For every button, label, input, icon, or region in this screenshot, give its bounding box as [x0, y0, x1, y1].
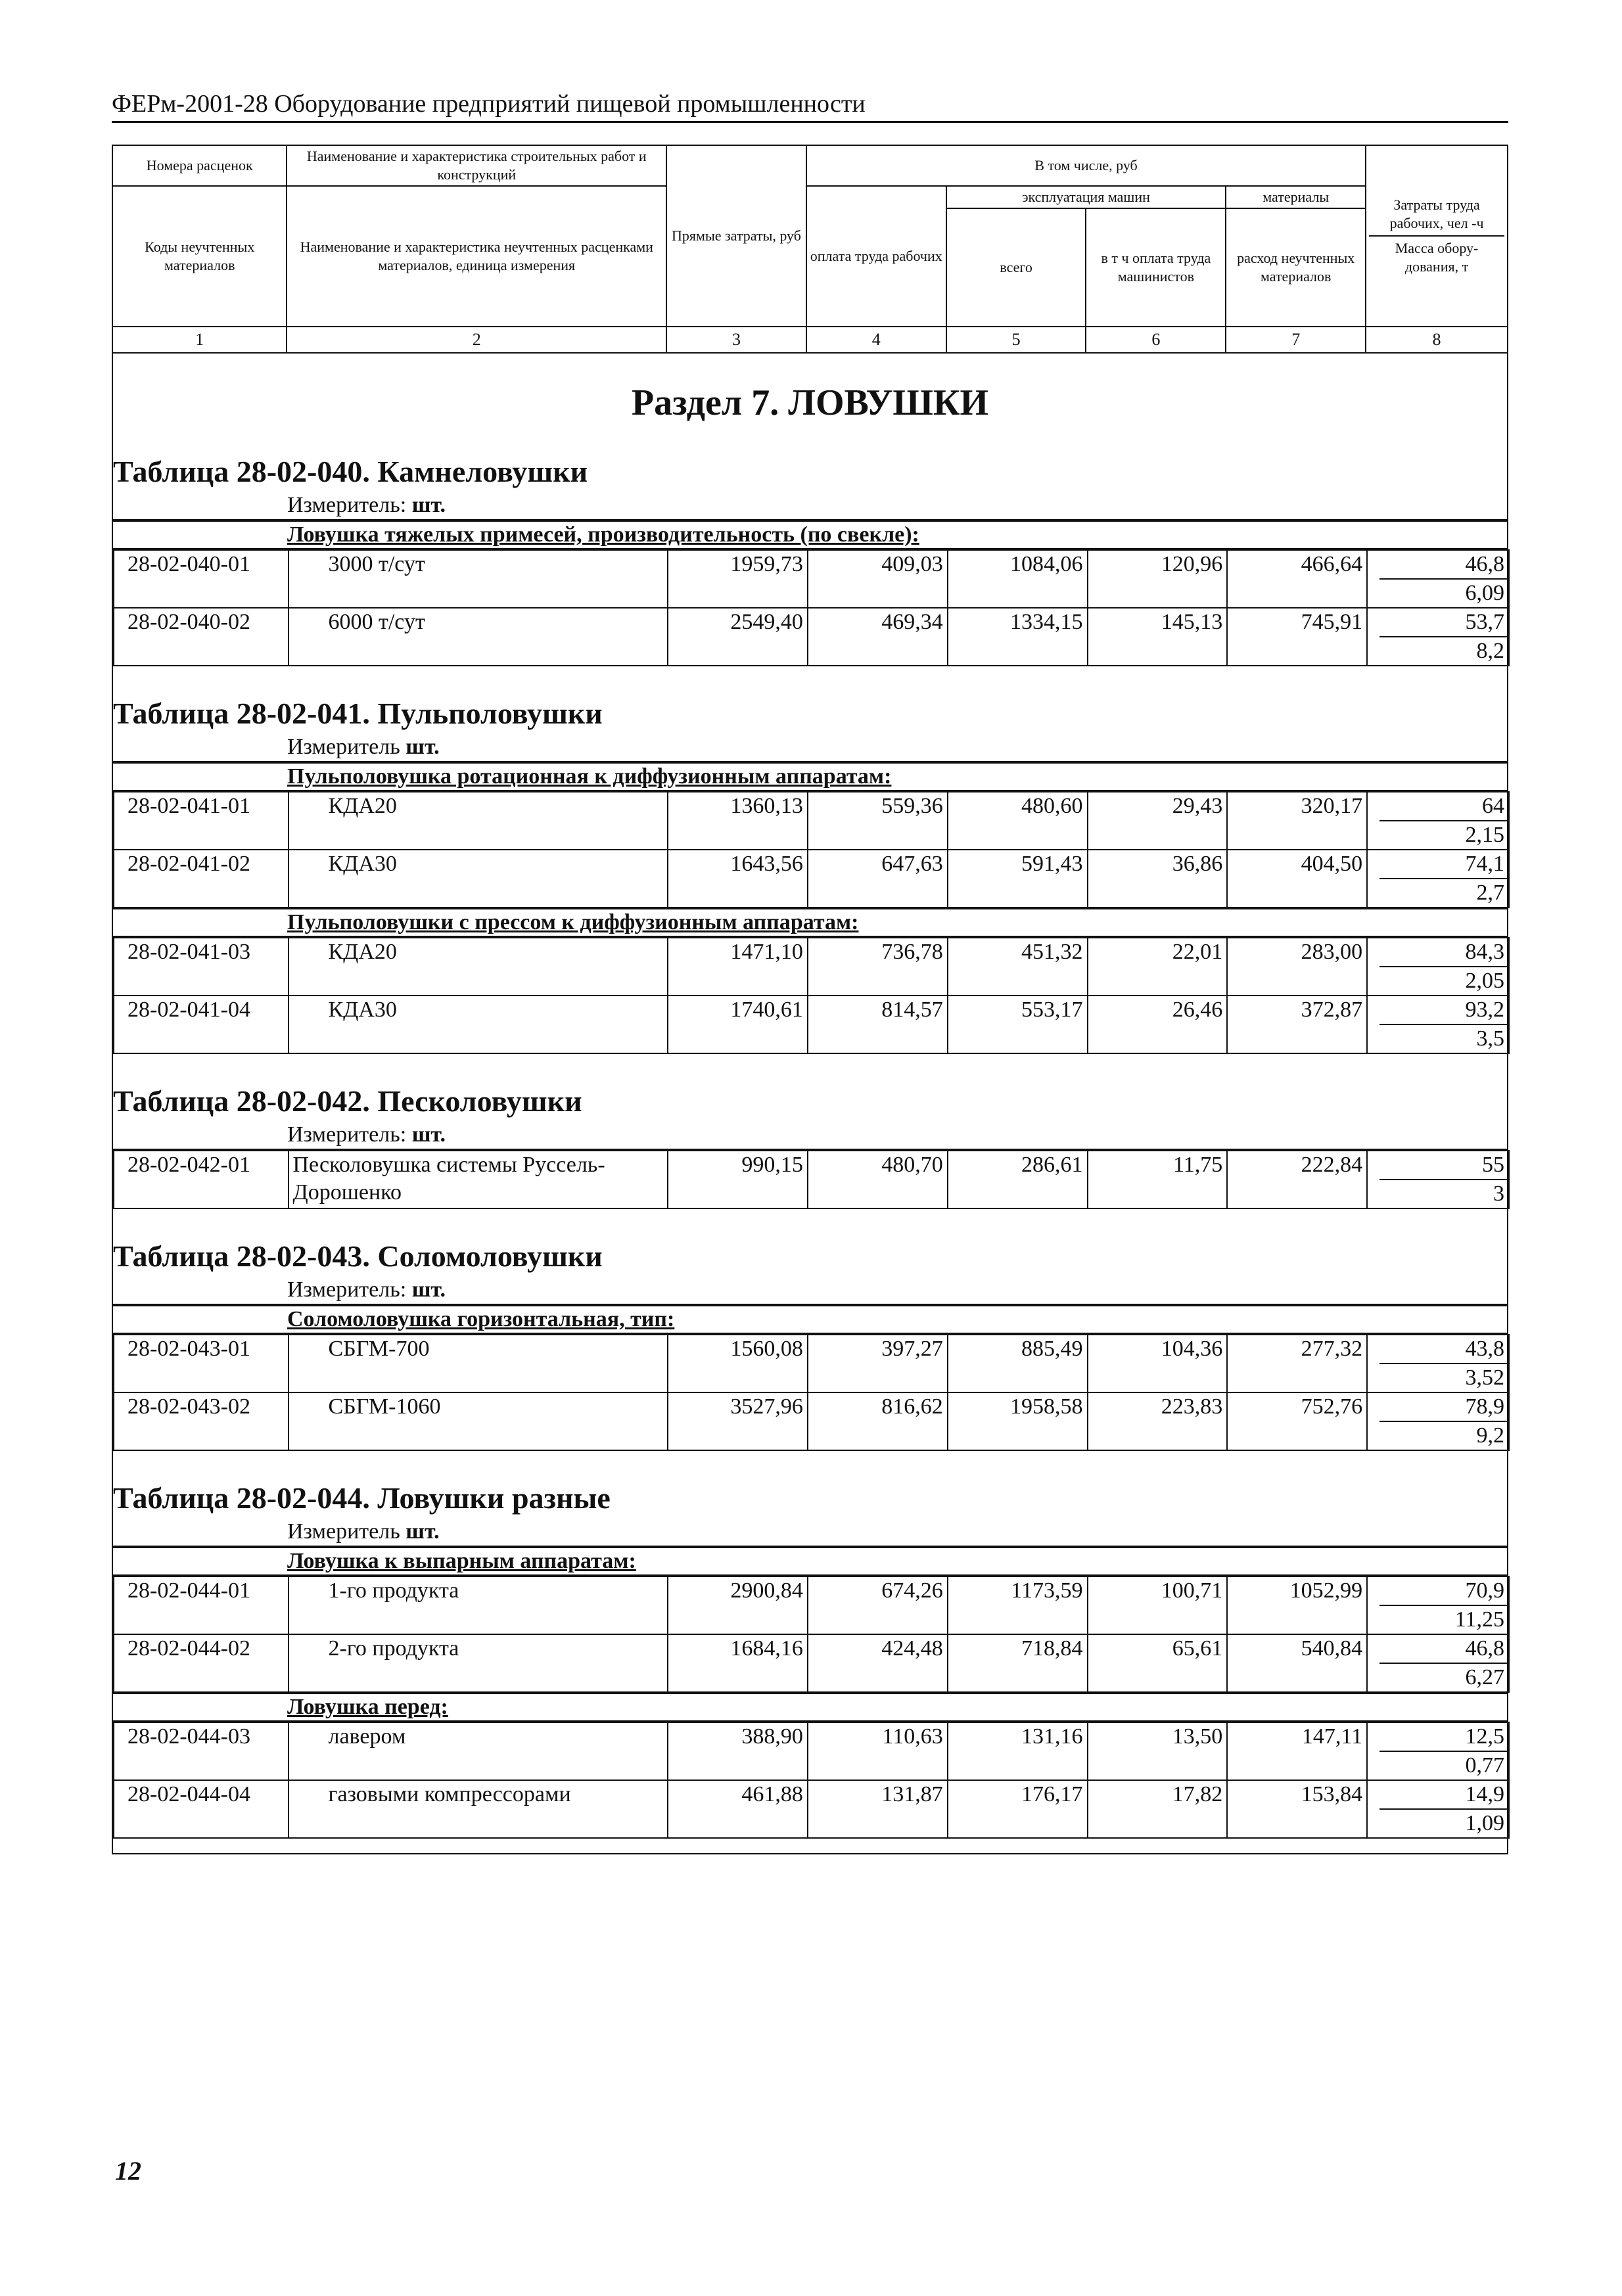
equipment-mass: 0,77	[1465, 1753, 1504, 1778]
header-num: 4	[806, 327, 946, 353]
header-col4: оплата труда рабочих	[806, 186, 946, 327]
table-gap	[113, 1054, 1507, 1068]
machine-cost: 718,84	[948, 1634, 1088, 1692]
direct-cost: 1684,16	[668, 1634, 808, 1692]
price-rows	[113, 1150, 1510, 1209]
material-cost: 153,84	[1227, 1780, 1367, 1838]
labor-hours: 14,9	[1379, 1781, 1508, 1810]
section-box	[112, 354, 1508, 1854]
table-title: Таблица 28-02-042. Песколовушки	[113, 1084, 582, 1118]
equipment-mass: 9,2	[1476, 1423, 1504, 1448]
table-row	[114, 850, 1509, 907]
table-row	[114, 996, 1509, 1053]
header-col3: Прямые затраты, руб	[666, 145, 806, 327]
header-col2-top: Наименование и характеристика строительных работ и конструкций	[287, 145, 666, 186]
section-title: Раздел 7. ЛОВУШКИ	[631, 382, 989, 423]
equipment-mass: 2,15	[1465, 823, 1504, 847]
material-cost: 372,87	[1227, 996, 1367, 1053]
equipment-mass: 2,05	[1465, 969, 1504, 993]
machine-cost: 286,61	[948, 1151, 1088, 1208]
price-rows	[113, 1576, 1510, 1693]
material-cost: 745,91	[1227, 608, 1367, 666]
material-cost: 320,17	[1227, 792, 1367, 850]
hours-mass-cell	[1367, 1722, 1509, 1780]
machine-cost: 131,16	[948, 1722, 1088, 1780]
direct-cost: 1643,56	[668, 850, 808, 907]
rate-name: 3000 т/сут	[289, 550, 668, 608]
unit-value: шт.	[411, 493, 446, 517]
table-row	[114, 608, 1509, 666]
table-row	[114, 938, 1509, 996]
equipment-mass: 6,09	[1465, 581, 1504, 605]
labor-cost: 469,34	[808, 608, 948, 666]
material-cost: 404,50	[1227, 850, 1367, 907]
labor-cost: 736,78	[808, 938, 948, 996]
table-gap	[113, 1839, 1507, 1853]
rate-name: лавером	[289, 1722, 668, 1780]
rate-code: 28-02-041-01	[114, 792, 289, 850]
header-num: 2	[287, 327, 666, 353]
machine-labor-cost: 11,75	[1088, 1151, 1228, 1208]
rate-name: 1-го продукта	[289, 1576, 668, 1634]
price-rows	[113, 791, 1510, 908]
machine-cost: 176,17	[948, 1780, 1088, 1838]
labor-cost: 816,62	[808, 1392, 948, 1450]
machine-cost: 480,60	[948, 792, 1088, 850]
rate-name: СБГМ-700	[289, 1335, 668, 1392]
machine-labor-cost: 65,61	[1088, 1634, 1228, 1692]
direct-cost: 2549,40	[668, 608, 808, 666]
unit-line	[113, 1276, 1507, 1305]
equipment-mass: 3,52	[1465, 1366, 1504, 1390]
equipment-mass: 1,09	[1465, 1811, 1504, 1835]
machine-labor-cost: 13,50	[1088, 1722, 1228, 1780]
table-row	[114, 1634, 1509, 1692]
machine-labor-cost: 104,36	[1088, 1335, 1228, 1392]
rate-code: 28-02-041-02	[114, 850, 289, 907]
labor-cost: 397,27	[808, 1335, 948, 1392]
direct-cost: 1959,73	[668, 550, 808, 608]
group-label: Ловушка к выпарным аппаратам:	[113, 1547, 1507, 1576]
column-header-table	[112, 145, 1508, 354]
header-num: 5	[946, 327, 1086, 353]
labor-hours: 64	[1379, 792, 1508, 821]
labor-cost: 424,48	[808, 1634, 948, 1692]
unit-value: шт.	[406, 1519, 440, 1544]
header-col6: в т ч оплата труда машинистов	[1086, 208, 1226, 327]
labor-cost: 647,63	[808, 850, 948, 907]
price-rows	[113, 1722, 1510, 1839]
table-title: Таблица 28-02-041. Пульполовушки	[113, 697, 603, 730]
group-label: Соломоловушка горизонтальная, тип:	[113, 1305, 1507, 1334]
machine-cost: 1084,06	[948, 550, 1088, 608]
rate-code: 28-02-042-01	[114, 1151, 289, 1208]
rate-name: Песколовушка системы Руссель-Дорошенко	[289, 1151, 668, 1208]
hours-mass-cell	[1367, 608, 1509, 666]
rate-code: 28-02-044-01	[114, 1576, 289, 1634]
material-cost: 466,64	[1227, 550, 1367, 608]
direct-cost: 2900,84	[668, 1576, 808, 1634]
tables-container	[113, 439, 1507, 1853]
labor-hours: 53,7	[1379, 608, 1508, 637]
rate-name: КДА20	[289, 938, 668, 996]
page-header: ФЕРм-2001-28 Оборудование предприятий пищевой промышленности	[112, 87, 1508, 123]
material-cost: 1052,99	[1227, 1576, 1367, 1634]
equipment-mass: 8,2	[1476, 639, 1504, 663]
unit-line	[113, 1121, 1507, 1150]
table-title: Таблица 28-02-043. Соломоловушки	[113, 1239, 603, 1273]
labor-cost: 409,03	[808, 550, 948, 608]
material-cost: 540,84	[1227, 1634, 1367, 1692]
hours-mass-cell	[1367, 938, 1509, 996]
header-col1-top: Номера расценок	[112, 145, 287, 186]
direct-cost: 3527,96	[668, 1392, 808, 1450]
machine-labor-cost: 22,01	[1088, 938, 1228, 996]
material-cost: 222,84	[1227, 1151, 1367, 1208]
unit-line	[113, 1518, 1507, 1547]
price-rows	[113, 937, 1510, 1054]
document-body	[112, 145, 1508, 1854]
unit-label: Измеритель	[287, 735, 400, 759]
rate-name: 6000 т/сут	[289, 608, 668, 666]
direct-cost: 1360,13	[668, 792, 808, 850]
unit-value: шт.	[411, 1277, 446, 1302]
labor-hours: 43,8	[1379, 1335, 1508, 1364]
header-num: 1	[112, 327, 287, 353]
table-row	[114, 1576, 1509, 1634]
machine-labor-cost: 145,13	[1088, 608, 1228, 666]
group-label: Пульполовушки с прессом к диффузионным аппаратам:	[113, 908, 1507, 937]
price-rows	[113, 1334, 1510, 1451]
labor-hours: 93,2	[1379, 996, 1508, 1025]
header-machines: эксплуатация машин	[946, 186, 1226, 208]
material-cost: 283,00	[1227, 938, 1367, 996]
machine-labor-cost: 29,43	[1088, 792, 1228, 850]
hours-mass-cell	[1367, 996, 1509, 1053]
labor-cost: 674,26	[808, 1576, 948, 1634]
rate-name: газовыми компрессорами	[289, 1780, 668, 1838]
hours-mass-cell	[1367, 1151, 1509, 1208]
machine-cost: 885,49	[948, 1335, 1088, 1392]
direct-cost: 461,88	[668, 1780, 808, 1838]
labor-hours: 70,9	[1379, 1577, 1508, 1606]
table-title: Таблица 28-02-044. Ловушки разные	[113, 1481, 611, 1515]
hours-mass-cell	[1367, 1780, 1509, 1838]
rate-name: СБГМ-1060	[289, 1392, 668, 1450]
hours-mass-cell	[1367, 550, 1509, 608]
labor-cost: 480,70	[808, 1151, 948, 1208]
equipment-mass: 2,7	[1476, 881, 1504, 905]
header-col8-top: Затраты труда рабочих, чел -ч	[1369, 196, 1504, 237]
group-label: Пульполовушка ротационная к диффузионным аппаратам:	[113, 762, 1507, 791]
header-num: 3	[666, 327, 806, 353]
table-gap	[113, 1209, 1507, 1224]
labor-cost: 110,63	[808, 1722, 948, 1780]
header-col2-bottom: Наименование и характеристика неучтенных расценками материалов, единица измерения	[287, 186, 666, 327]
material-cost: 752,76	[1227, 1392, 1367, 1450]
machine-labor-cost: 36,86	[1088, 850, 1228, 907]
labor-hours: 55	[1379, 1151, 1508, 1180]
group-label: Ловушка тяжелых примесей, производительность (по свекле):	[113, 520, 1507, 549]
rate-code: 28-02-041-04	[114, 996, 289, 1053]
machine-labor-cost: 26,46	[1088, 996, 1228, 1053]
hours-mass-cell	[1367, 1335, 1509, 1392]
machine-cost: 1334,15	[948, 608, 1088, 666]
table-row	[114, 792, 1509, 850]
unit-label: Измеритель:	[287, 1277, 407, 1302]
machine-cost: 591,43	[948, 850, 1088, 907]
unit-label: Измеритель:	[287, 1122, 407, 1147]
table-row	[114, 1722, 1509, 1780]
equipment-mass: 11,25	[1454, 1607, 1504, 1632]
rate-code: 28-02-040-01	[114, 550, 289, 608]
unit-value: шт.	[406, 735, 440, 759]
header-col8	[1366, 145, 1508, 327]
machine-cost: 1173,59	[948, 1576, 1088, 1634]
machine-cost: 1958,58	[948, 1392, 1088, 1450]
labor-cost: 131,87	[808, 1780, 948, 1838]
header-materials: материалы	[1226, 186, 1366, 208]
rate-name: КДА30	[289, 996, 668, 1053]
unit-label: Измеритель:	[287, 493, 407, 517]
table-gap	[113, 1451, 1507, 1465]
labor-cost: 814,57	[808, 996, 948, 1053]
group-label: Ловушка перед:	[113, 1693, 1507, 1722]
labor-hours: 12,5	[1379, 1723, 1508, 1752]
unit-line	[113, 492, 1507, 520]
price-rows	[113, 549, 1510, 666]
direct-cost: 990,15	[668, 1151, 808, 1208]
labor-hours: 46,8	[1379, 551, 1508, 580]
header-num: 8	[1366, 327, 1508, 353]
rate-code: 28-02-044-02	[114, 1634, 289, 1692]
rate-code: 28-02-040-02	[114, 608, 289, 666]
labor-hours: 78,9	[1379, 1393, 1508, 1422]
table-gap	[113, 666, 1507, 681]
unit-line	[113, 733, 1507, 762]
direct-cost: 1471,10	[668, 938, 808, 996]
equipment-mass: 3,5	[1476, 1026, 1504, 1051]
labor-cost: 559,36	[808, 792, 948, 850]
machine-labor-cost: 223,83	[1088, 1392, 1228, 1450]
direct-cost: 388,90	[668, 1722, 808, 1780]
hours-mass-cell	[1367, 792, 1509, 850]
header-num: 7	[1226, 327, 1366, 353]
rate-code: 28-02-041-03	[114, 938, 289, 996]
header-col1-bottom: Коды неучтенных материалов	[112, 186, 287, 327]
table-row	[114, 1392, 1509, 1450]
header-incl: В том числе, руб	[806, 145, 1366, 186]
page-number: 12	[115, 2156, 141, 2186]
hours-mass-cell	[1367, 1576, 1509, 1634]
table-row	[114, 1151, 1509, 1208]
rate-code: 28-02-043-01	[114, 1335, 289, 1392]
rate-name: 2-го продукта	[289, 1634, 668, 1692]
hours-mass-cell	[1367, 850, 1509, 907]
labor-hours: 46,8	[1379, 1635, 1508, 1664]
header-col5: всего	[946, 208, 1086, 327]
unit-label: Измеритель	[287, 1519, 400, 1544]
table-title: Таблица 28-02-040. Камнеловушки	[113, 455, 588, 488]
machine-cost: 451,32	[948, 938, 1088, 996]
direct-cost: 1740,61	[668, 996, 808, 1053]
header-col8-bottom: Масса обору-дования, т	[1395, 240, 1479, 275]
hours-mass-cell	[1367, 1634, 1509, 1692]
table-row	[114, 550, 1509, 608]
machine-labor-cost: 120,96	[1088, 550, 1228, 608]
rate-code: 28-02-044-03	[114, 1722, 289, 1780]
unit-value: шт.	[411, 1122, 446, 1147]
rate-code: 28-02-044-04	[114, 1780, 289, 1838]
material-cost: 147,11	[1227, 1722, 1367, 1780]
machine-labor-cost: 17,82	[1088, 1780, 1228, 1838]
material-cost: 277,32	[1227, 1335, 1367, 1392]
header-col7: расход неучтенных материалов	[1226, 208, 1366, 327]
table-row	[114, 1780, 1509, 1838]
machine-labor-cost: 100,71	[1088, 1576, 1228, 1634]
hours-mass-cell	[1367, 1392, 1509, 1450]
header-num: 6	[1086, 327, 1226, 353]
rate-name: КДА20	[289, 792, 668, 850]
labor-hours: 74,1	[1379, 850, 1508, 879]
equipment-mass: 3	[1493, 1182, 1504, 1206]
rate-code: 28-02-043-02	[114, 1392, 289, 1450]
machine-cost: 553,17	[948, 996, 1088, 1053]
equipment-mass: 6,27	[1465, 1665, 1504, 1689]
labor-hours: 84,3	[1379, 938, 1508, 967]
table-row	[114, 1335, 1509, 1392]
rate-name: КДА30	[289, 850, 668, 907]
direct-cost: 1560,08	[668, 1335, 808, 1392]
